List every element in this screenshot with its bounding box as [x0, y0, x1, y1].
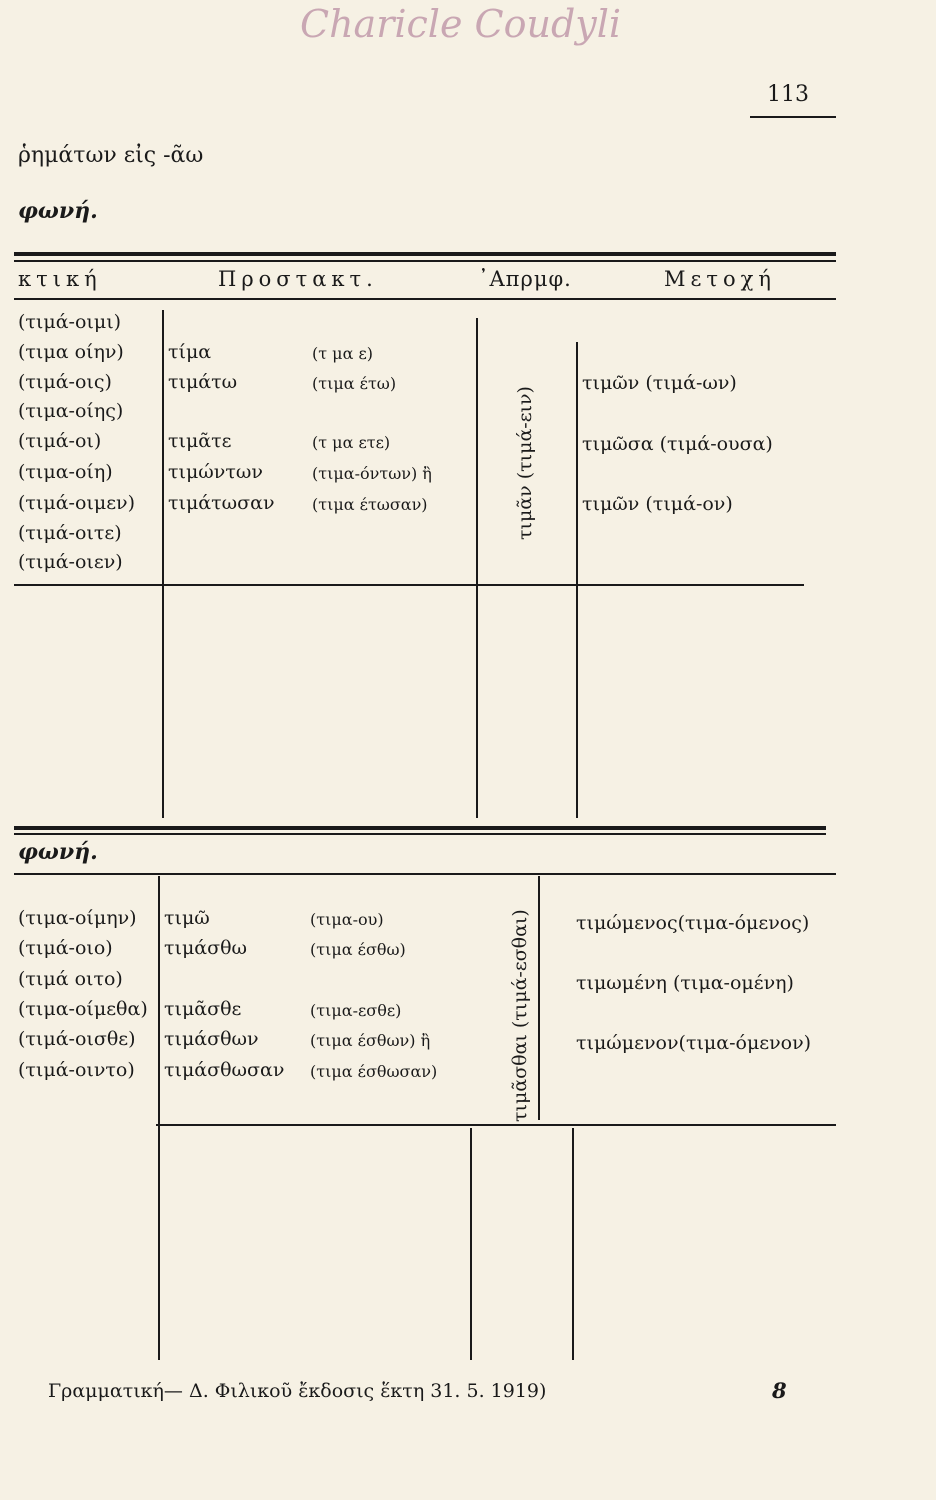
middle-participle-2: τιμωμένη (τιμα-ομένη)	[576, 972, 794, 994]
col-divider-1	[162, 310, 164, 818]
section-title-active: φωνή.	[18, 198, 98, 224]
middle-optative-3: (τιμά οιτο)	[18, 968, 123, 990]
active-imperative-4: τιμώντων	[168, 461, 263, 483]
middle-imperative-analysis-4: (τιμα έσθων) ἢ	[310, 1031, 431, 1050]
middle-mid-rule	[156, 1124, 836, 1126]
middle-optative-5: (τιμά-οισθε)	[18, 1028, 136, 1050]
active-imperative-2: τιμάτω	[168, 371, 238, 393]
active-optative-8: (τιμά-οιτε)	[18, 522, 122, 544]
active-optative-5: (τιμά-οι)	[18, 430, 102, 452]
header-infinitive: ᾽Απρμφ.	[478, 267, 572, 291]
section-divider	[14, 826, 826, 830]
middle-imperative-analysis-1: (τιμα-ου)	[310, 910, 384, 929]
active-participle-2: τιμῶσα (τιμά-ουσα)	[582, 433, 773, 455]
footer-text: Γραμματική— Δ. Φιλικοῦ ἔκδοσις ἕκτη 31. 5. 1919)	[48, 1380, 547, 1402]
middle-infinitive-divider	[538, 876, 540, 1120]
table-top-rule	[14, 252, 836, 256]
middle-imperative-1: τιμῶ	[164, 907, 210, 929]
middle-imperative-2: τιμάσθω	[164, 937, 248, 959]
active-optative-7: (τιμά-οιμεν)	[18, 492, 136, 514]
header-participle: Μετοχή	[664, 267, 776, 291]
active-participle-3: τιμῶν (τιμά-ον)	[582, 493, 733, 515]
active-optative-3: (τιμά-οις)	[18, 371, 112, 393]
active-imperative-5: τιμάτωσαν	[168, 492, 275, 514]
middle-col-divider-3	[572, 1128, 574, 1360]
handwritten-signature: Charicle Coudyli	[300, 2, 622, 46]
middle-imperative-analysis-3: (τιμα-εσθε)	[310, 1001, 402, 1020]
section-divider-2	[14, 833, 826, 835]
active-optative-9: (τιμά-οιεν)	[18, 551, 123, 573]
active-participle-1: τιμῶν (τιμά-ων)	[582, 372, 737, 394]
header-optative: κτική	[18, 267, 102, 291]
active-imperative-analysis-1: (τ μα ε)	[312, 344, 373, 363]
middle-optative-4: (τιμα-οίμεθα)	[18, 998, 148, 1020]
middle-infinitive: τιμᾶσθαι (τιμά-εσθαι)	[509, 909, 531, 1122]
page-number: 113	[767, 82, 809, 107]
middle-optative-2: (τιμά-οιο)	[18, 937, 113, 959]
active-imperative-1: τίμα	[168, 341, 212, 363]
table-top-rule-2	[14, 260, 836, 262]
active-imperative-analysis-3: (τ μα ετε)	[312, 433, 391, 452]
middle-imperative-4: τιμάσθων	[164, 1028, 259, 1050]
active-optative-1: (τιμά-οιμι)	[18, 311, 122, 333]
header-rule	[14, 298, 836, 300]
page-heading: ῥημάτων εἰς -ᾶω	[18, 143, 204, 168]
active-optative-6: (τιμα-οίη)	[18, 461, 113, 483]
middle-imperative-3: τιμᾶσθε	[164, 998, 242, 1020]
middle-top-rule	[14, 873, 836, 875]
middle-col-divider-2	[470, 1128, 472, 1360]
middle-optative-6: (τιμά-οιντο)	[18, 1059, 135, 1081]
middle-optative-1: (τιμα-οίμην)	[18, 907, 137, 929]
middle-imperative-analysis-5: (τιμα έσθωσαν)	[310, 1062, 438, 1081]
header-imperative: Προστακτ.	[218, 267, 378, 291]
active-mid-rule	[14, 584, 804, 586]
middle-participle-1: τιμώμενος(τιμα-όμενος)	[576, 912, 810, 934]
col-divider-2	[476, 318, 478, 818]
section-title-middle: φωνή.	[18, 839, 98, 865]
active-imperative-3: τιμᾶτε	[168, 430, 232, 452]
active-optative-4: (τιμα-οίης)	[18, 400, 124, 422]
active-imperative-analysis-5: (τιμα έτωσαν)	[312, 495, 428, 514]
active-infinitive: τιμᾶν (τιμά-ειν)	[514, 386, 536, 540]
page-number-rule	[750, 116, 836, 118]
middle-col-divider-1	[158, 876, 160, 1360]
middle-participle-3: τιμώμενον(τιμα-όμενον)	[576, 1032, 812, 1054]
col-divider-3	[576, 342, 578, 818]
signature-mark: 8	[772, 1378, 787, 1403]
middle-imperative-analysis-2: (τιμα έσθω)	[310, 940, 406, 959]
active-optative-2: (τιμα οίην)	[18, 341, 124, 363]
middle-imperative-5: τιμάσθωσαν	[164, 1059, 285, 1081]
active-imperative-analysis-4: (τιμα-όντων) ἢ	[312, 464, 432, 483]
active-imperative-analysis-2: (τιμα έτω)	[312, 374, 397, 393]
